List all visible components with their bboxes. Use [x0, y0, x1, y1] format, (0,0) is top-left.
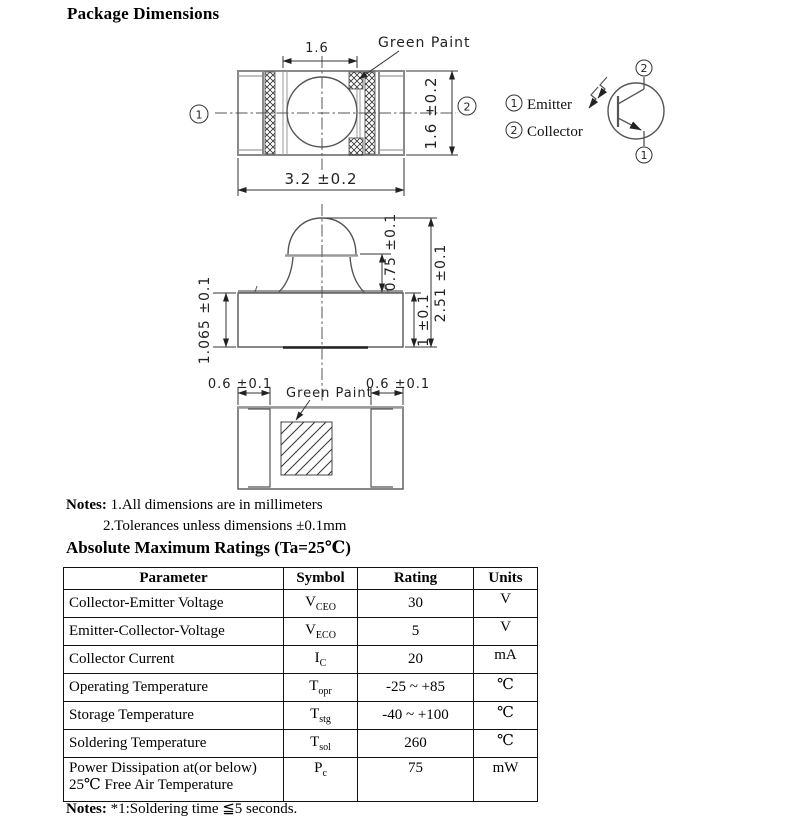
green-paint-label-top: Green Paint	[378, 35, 471, 51]
table-row	[64, 618, 538, 646]
cell-symbol: $I_C$	[284, 646, 358, 674]
legend-pin2	[506, 122, 583, 140]
cell-parameter: Storage Temperature	[64, 702, 284, 730]
dimension-notes-line1	[66, 497, 323, 514]
absolute-maximum-ratings-table	[63, 567, 538, 802]
notes-label: Notes:	[66, 497, 107, 513]
column-header-units: Units	[474, 568, 538, 590]
cell-rating: 5	[358, 618, 474, 646]
green-paint-area	[281, 422, 332, 475]
cell-parameter: Soldering Temperature	[64, 730, 284, 758]
column-header-symbol: Symbol	[284, 568, 358, 590]
cell-symbol: $T_{stg}$	[284, 702, 358, 730]
dimension-notes-line2	[103, 518, 346, 535]
lens-skirt-left	[279, 257, 293, 292]
top-view	[190, 35, 476, 196]
dim-pad-right-label: 0.6 ±0.1	[365, 377, 431, 392]
phototransistor-symbol	[589, 60, 664, 163]
light-arrow-1	[598, 77, 607, 98]
transistor-circle	[608, 83, 664, 139]
dim-body-height-right-label: 1 ±0.1	[416, 293, 432, 347]
ratings-section-title: Absolute Maximum Ratings (Ta=25℃)	[66, 538, 351, 557]
cell-rating: 260	[358, 730, 474, 758]
cell-symbol: $T_{opr}$	[284, 674, 358, 702]
dim-total-width-label: 3.2 ±0.2	[284, 170, 358, 188]
table-row	[64, 702, 538, 730]
cell-symbol: $V_{ECO}$	[284, 618, 358, 646]
cell-rating: 75	[358, 758, 474, 802]
cell-units: V	[474, 618, 538, 646]
soldering-note-text: *1:Soldering time ≦5 seconds.	[110, 801, 298, 817]
table-row	[64, 730, 538, 758]
bottom-view	[208, 377, 430, 489]
dim-body-height-left-label: 1.065 ±0.1	[197, 275, 213, 365]
cell-parameter: Emitter-Collector-Voltage	[64, 618, 284, 646]
cell-units: ℃	[474, 674, 538, 702]
table-row	[64, 590, 538, 618]
green-paint-leader-bottom	[296, 400, 310, 420]
dim-height-label: 1.6 ±0.2	[422, 76, 440, 150]
cell-units: V	[474, 590, 538, 618]
cell-units: mA	[474, 646, 538, 674]
page-title: Package Dimensions	[67, 4, 220, 23]
cell-rating: -25 ~ +85	[358, 674, 474, 702]
cell-units: ℃	[474, 702, 538, 730]
cell-symbol: $P_c$	[284, 758, 358, 802]
table-header-row	[64, 568, 538, 590]
table-row	[64, 674, 538, 702]
notes-text-1: 1.All dimensions are in millimeters	[110, 497, 323, 513]
side-view	[197, 204, 449, 401]
cell-parameter: Collector-Emitter Voltage	[64, 590, 284, 618]
cell-rating: 20	[358, 646, 474, 674]
column-header-parameter: Parameter	[64, 568, 284, 590]
legend-pin1	[506, 95, 572, 113]
cell-symbol: $V_{CEO}$	[284, 590, 358, 618]
dim-lens-height-label: 0.75 ±0.1	[383, 212, 399, 292]
cell-units: ℃	[474, 730, 538, 758]
cell-parameter: Collector Current	[64, 646, 284, 674]
table-row	[64, 758, 538, 802]
cell-rating: -40 ~ +100	[358, 702, 474, 730]
symbol-pin1-number: 1	[640, 149, 648, 162]
cell-parameter: Operating Temperature	[64, 674, 284, 702]
legend-pin1-number: 1	[510, 97, 518, 110]
package-body-side-view	[238, 293, 403, 347]
green-paint-mark-bottom-right	[349, 138, 363, 155]
dim-total-height-label: 2.51 ±0.1	[433, 243, 449, 323]
cell-units: mW	[474, 758, 538, 802]
pin1-callout	[190, 105, 208, 123]
cell-parameter: Power Dissipation at(or below) 25℃ Free Air Temperature	[64, 758, 284, 802]
dim-inner-width-label: 1.6	[305, 41, 329, 56]
green-paint-label-bottom: Green Paint	[286, 386, 373, 401]
notes-label-2: Notes:	[66, 801, 107, 817]
column-header-rating: Rating	[358, 568, 474, 590]
pin1-number: 1	[195, 108, 203, 122]
pad-right	[371, 409, 393, 487]
cell-symbol: $T_{sol}$	[284, 730, 358, 758]
pin2-number: 2	[463, 100, 471, 114]
emitter-arrow	[618, 118, 641, 130]
table-row	[64, 646, 538, 674]
notes-text-2: 2.Tolerances unless dimensions ±0.1mm	[103, 518, 347, 534]
dim-pad-left-label: 0.6 ±0.1	[207, 377, 273, 392]
soldering-note	[66, 799, 297, 818]
symbol-pin2-number: 2	[640, 62, 648, 75]
cell-rating: 30	[358, 590, 474, 618]
pad-left	[248, 409, 270, 487]
legend-pin2-number: 2	[510, 124, 518, 137]
legend-pin1-label: Emitter	[527, 97, 572, 113]
pin2-callout	[458, 97, 476, 115]
lens-skirt-right	[350, 257, 364, 292]
legend-pin2-label: Collector	[527, 124, 583, 140]
pin-legend	[506, 95, 583, 140]
green-paint-mark-top-right	[349, 72, 363, 89]
light-arrow-2	[589, 87, 598, 108]
